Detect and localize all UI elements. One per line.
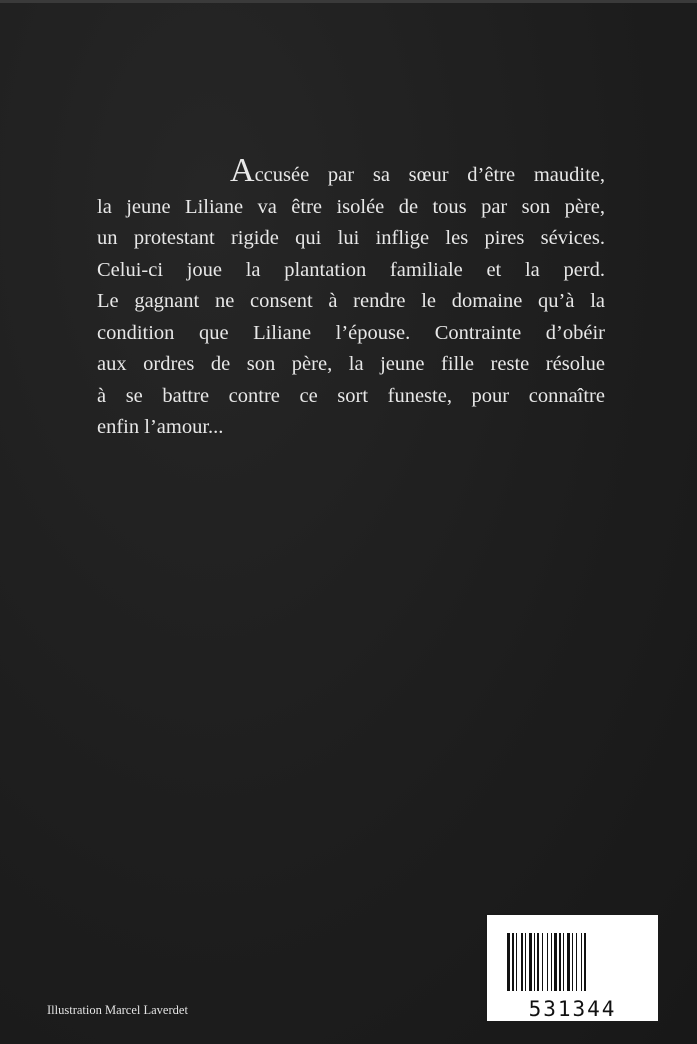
barcode-bar: [529, 933, 532, 991]
barcode-bar: [551, 933, 552, 991]
blurb-line: Celui-ci joue la plantation familiale et la perd.: [97, 258, 605, 281]
blurb-line: un protestant rigide qui lui inflige les pires sévices.: [97, 227, 605, 249]
barcode-bar: [521, 933, 523, 991]
blurb-line: aux ordres de son père, la jeune fille reste résolue: [97, 353, 605, 375]
barcode-bar: [581, 933, 582, 991]
barcode-bar: [516, 933, 517, 991]
barcode-bars: [507, 933, 643, 991]
barcode-bar: [572, 933, 573, 991]
barcode-bar: [559, 933, 561, 991]
barcode-bar: [567, 933, 570, 991]
barcode-bar: [563, 933, 564, 991]
barcode-number: 531344: [528, 997, 617, 1021]
blurb-line: enfin l’amour...: [97, 416, 224, 438]
blurb-line: la jeune Liliane va être isolée de tous par son père,: [97, 195, 605, 218]
barcode-bar: [547, 933, 548, 991]
drop-cap: A: [230, 152, 255, 189]
blurb-line: à se battre contre ce sort funeste, pour connaître: [97, 384, 605, 407]
barcode-bar: [584, 933, 586, 991]
barcode-bar: [537, 933, 539, 991]
barcode-bar: [576, 933, 577, 991]
barcode-bar: [512, 933, 514, 991]
barcode-bar: [542, 933, 543, 991]
cover-edge: [0, 0, 697, 3]
blurb-line-text: ccusée par sa sœur d’être maudite,: [254, 164, 605, 186]
blurb-line: Le gagnant ne consent à rendre le domaine qu’à la: [97, 290, 605, 312]
barcode-bar: [507, 933, 510, 991]
barcode-bar: [525, 933, 526, 991]
barcode-bar: [534, 933, 535, 991]
barcode-bar: [554, 933, 557, 991]
blurb-line: condition que Liliane l’épouse. Contrainte d’obéir: [97, 321, 605, 344]
barcode-label: [485, 913, 660, 1023]
illustration-credit: Illustration Marcel Laverdet: [47, 1003, 188, 1017]
blurb-line: [97, 152, 605, 192]
blurb-text: [97, 152, 605, 444]
